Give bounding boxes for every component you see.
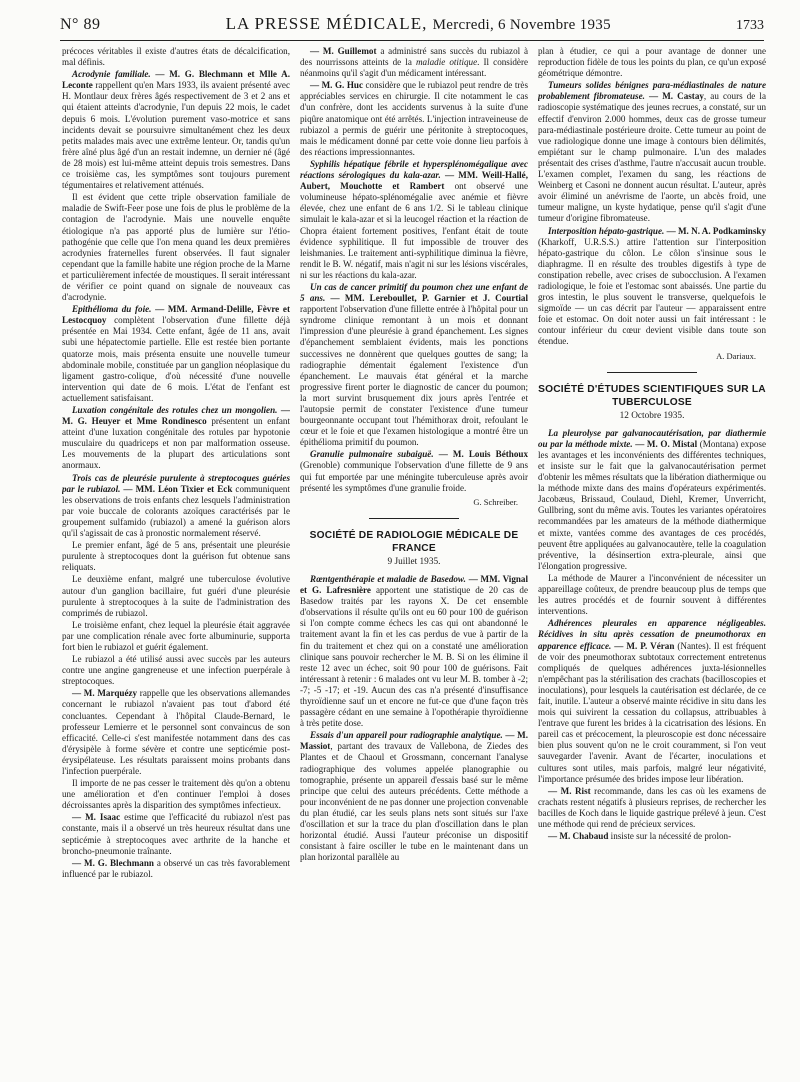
article-text: , partant des travaux de Vallebona, de Ziedes des Plantes et de Chaoul et Grossmann, concernant l'analyse radiographique des volumes appelée planographie ou tomographie, présente un appareil d'essais basé sur le même principe que celui des auteurs précédents. Cette méthode a pour inconvénient de ne pas donner une projection convenable du plan étudié, car les seuls plans nets sont situés sur l'axe d'oscillation et sur la trace du plan d'oscillation dans le plan horizontal étudié. Aussi l'auteur préconise un dispositif consistant à faire osciller le tube en le maintenant dans un plan horizontal parallèle au — [300, 741, 528, 863]
article-granulie — [300, 449, 528, 493]
article-appareil — [300, 730, 528, 863]
paragraph: Le troisième enfant, chez lequel la pleurésie était aggravée par une complication rénale avec forte albuminurie, supporta fort bien le rubiazol et guérit également. — [62, 619, 290, 652]
signature: G. Schreiber. — [473, 496, 518, 507]
comment-chabaud — [538, 831, 766, 842]
article-text: apportent une statistique de 20 cas de Basedow traités par les rayons X. De cet ensemble d'observations il résulte qu'ils ont eu 60 pour 100 de guérison si l'on compte comme échecs les cas qui ont abandonné le traitement avant la fin et les cas perdus de vue à partir de la fin du traitement et chez qui on a constaté une amélioration clinique sans pouvoir rechercher le M. B. Si on les élimine il reste 12 avec un échec, soit 90 pour 100 de guérisons. Fait intéressant à retenir : 6 malades ont vu leur M. B. tomber à -2; -7; -5 -17; et -19. Aucun des cas n'a présenté d'insuffisance thyroïdienne sauf un et encore ne fut-ce que d'une façon très passagère cédant en une semaine à l'opothérapie thyroïdienne à très petite dose. — [300, 585, 528, 729]
journal-title: LA PRESSE MÉDICALE — [225, 14, 423, 33]
article-tumeurs — [538, 80, 766, 224]
article-epithelioma — [62, 304, 290, 404]
article-text: insiste sur la nécessité de prolon- — [608, 831, 732, 842]
column-3 — [538, 46, 766, 1074]
society-title: SOCIÉTÉ D'ÉTUDES SCIENTIFIQUES SUR LA TUBERCULOSE — [538, 383, 766, 408]
article-title: Luxation congénitale des rotules chez un mongolien. — [72, 405, 278, 415]
article-title: Tumeurs solides bénignes para-médiastinales de nature probablement fibromateuse. — [538, 80, 766, 102]
article-authors: — M. N. A. Podkaminsky — [664, 225, 766, 236]
article-authors: — M. Castay — [644, 91, 704, 102]
article-title: Essais d'un appareil pour radiographie analytique. — [310, 730, 503, 741]
article-text: ont observé une volumineuse hépato-splénomégalie avec anémie et fièvre élevée, chez une enfant de 6 ans 1/2. Si le tableau clinique simulait le kala-azar et si la leucogel réaction et la réaction de Chopra étaient fortement positives, l'enfant était de toute évidence syphilitique. Il fut impossible de trouver des leishmanies. Le traitement anti-syphilitique diminua la fièvre, rendit le B. W. négatif, mais n'agit ni sur les lésions viscérales, ni sur les réactions du kala-azar. — [300, 181, 528, 280]
article-text: . Il considère néanmoins qu'il s'agit d'un médicament intéressant. — [300, 57, 528, 79]
paragraph: Il est évident que cette triple observation familiale de maladie de Swift-Feer pose une fois de plus le problème de la contagion de l'acrodynie. Mais une nouvelle enquête étiologique n'a pas apporté plus de lumière sur l'étio-pathogénie que celle que l'on mena quand les deux premières acrodynies fraternelles furent observées. Il faut signaler cependant que la famille habite une région proche de la Marne et particulièrement infectée de moustiques. Il serait intéressant de vérifier ce point quand on signale de nouveaux cas d'acrodynie. — [62, 192, 290, 303]
article-title: La pleurolyse par galvanocautérisation, par diathermie ou par la méthode mixte. — [538, 427, 766, 449]
article-title: Acrodynie familiale. — [72, 69, 151, 80]
article-authors: — M. Isaac — [72, 812, 121, 823]
article-interposition — [538, 226, 766, 348]
article-text: (Montana) expose les avantages et les inconvénients des différentes techniques, et insiste sur le fait que la galvanocautérisation permet d'obtenir les mêmes résultats que la libération diathermique ou la méthode mixte dans des mains d'opérateurs expérimentés. Jacobæus, Brissaud, Coulaud, Diehl, Kremer, Unverricht, Gullbring, sont du même avis. Toutes les variantes opératoires recommandées par les amateurs de la méthode diathermique et mixte, vantées comme des avantages de ces procédés, peuvent être appliquées au galvanocautère, telle la coagulation préventive, la désinsertion extra-pleurale, ainsi que l'élongation progressive. — [538, 438, 766, 571]
page-number: 1733 — [735, 18, 764, 33]
article-title: Interposition hépato-gastrique. — [548, 225, 665, 236]
section-divider — [607, 372, 697, 373]
article-text: communiquent les observations de trois enfants chez lesquels l'administration par voie buccale de colorants azoïques caractérisés par le groupement sulfamido (rubiazol) a amené la guérison alors qu'il s'agissait de cas à pronostic normalement réservé. — [62, 483, 290, 539]
column-1 — [62, 46, 290, 1074]
session-date: 9 Juillet 1935. — [387, 556, 441, 567]
article-text: recommande, dans les cas où les examens de crachats restent négatifs à plusieurs reprises, de rechercher les bacilles de Koch dans le liquide gastrique prélevé à jeun. C'est une méthode qui rend de précieux services. — [538, 785, 766, 829]
article-authors: — M. G. Huc — [310, 80, 363, 91]
article-authors: — MM. Vignal et G. Lafresnière — [300, 573, 528, 596]
article-authors: — M. Louis Béthoux — [433, 449, 528, 460]
paragraph: précoces véritables il existe d'autres états de décalcification, mal définis. — [62, 46, 290, 68]
article-title: Syphilis hépatique fébrile et hypersplénomégalique avec réactions sérologiques du kala-azar. — [300, 158, 528, 181]
paragraph: plan à étudier, ce qui a pour avantage de donner une reproduction fidèle de tous les points du plan, ce qu'un exposé géométrique démontre. — [538, 46, 766, 79]
article-authors: — M. Rist — [548, 785, 591, 796]
article-authors: — M. Marquézy — [72, 688, 138, 699]
article-title: Adhérences pleurales en apparence négligeables. Récidives in situ après cessation de pneumothorax en apparence efficace. — [538, 618, 766, 651]
article-text: (Nantes). Il est fréquent de voir des pneumothorax subtotaux correctement entretenus compliqués de quelques adhérences juxta-lésionnelles n'empêchant pas la stérilisation des crachats (bacilloscopies et inoculations), pour lesquels la cautérisation est déclarée, de ce fait, inutile. L'auteur a observé mainte récidive in situ dans les mois qui suivirent la cessation du collapsus, attribuables à l'entrave que furent les brides à la cicatrisation des lésions. En pareil cas et précocement, la pleuroscopie est donc nécessaire bien plus souvent qu'on ne le croit couramment, si l'on veut sauvegarder l'avenir. Avant de l'écarter, inoculations et cultures sont utiles, mais parfois, malgré leur négativité, l'importance présumée des brides impose leur libération. — [538, 640, 766, 784]
article-pleuresie — [62, 473, 290, 540]
comment-isaac — [62, 812, 290, 856]
paragraph: Le deuxième enfant, malgré une tuberculose évolutive autour d'un ganglion bacillaire, fut guéri d'une pleurésie purulente à streptocoques à la suite de l'administration des comprimés de rubiazol. — [62, 574, 290, 618]
article-text: rapportent l'observation d'une fillette entrée à l'hôpital pour un syndrome clinique remontant à un mois et donnant l'impression d'une pleurésie à grand épanchement. Les signes d'épanchement semblaient évidents, mais les ponctions successives ne donnèrent que quelques gouttes de sang; la radiographie démentait également l'existence d'un épanchement. Le mauvais état général et la marche progressive firent porter le diagnostic de cancer du poumon; la mort survint brusquement dix jours après l'entrée et l'autopsie permit de constater l'existence d'une tumeur bourgeonnante occupant tout l'hémithorax droit, refoulant le cœur et le foie et que l'examen histologique a montré être un épithélioma primitif du poumon. — [300, 304, 528, 448]
article-authors: — M. Guillemot — [310, 46, 377, 56]
paragraph: La méthode de Maurer a l'inconvénient de nécessiter un appareillage coûteux, de prendre beaucoup plus de temps que les autres procédés et de fournir souvent à différentes interventions. — [538, 572, 766, 617]
page-header — [60, 14, 764, 41]
comment-blechmann — [62, 858, 290, 880]
paragraph: Le rubiazol a été utilisé aussi avec succès par les auteurs contre une angine gangreneuse et une infection puerpérale à streptocoques. — [62, 654, 290, 687]
session-date: 12 Octobre 1935. — [619, 410, 685, 421]
article-luxation — [62, 405, 290, 472]
article-authors: — M. G. Blechmann — [72, 857, 154, 868]
article-authors: — M. O. Mistal — [632, 438, 698, 449]
paragraph: Il importe de ne pas cesser le traitement dès qu'on a obtenu une amélioration et d'en continuer l'emploi à doses décroissantes après la disparition des symptômes infectieux. — [62, 778, 290, 811]
paragraph: Le premier enfant, âgé de 5 ans, présentait une pleurésie purulente à streptocoques dont la guérison fut obtenue sans reliquats. — [62, 540, 290, 573]
article-text: présentent un enfant atteint d'une luxation congénitale des rotules par hypotonie musculaire du quadriceps et non par malformation osseuse. Les mouvements de la plupart des articulations sont anormaux. — [62, 416, 290, 471]
article-text: (Grenoble) communique l'observation d'une fillette de 9 ans qui fut emportée par une méningite tuberculeuse après avoir présenté les symptômes d'une granulie froide. — [300, 460, 528, 493]
issue-number: N° 89 — [60, 16, 101, 33]
article-adherences — [538, 618, 766, 784]
column-2 — [300, 46, 528, 1074]
article-title: Granulie pulmonaire subaiguë. — [310, 449, 434, 460]
article-text-italic: maladie otitique — [415, 57, 478, 68]
article-authors: — M. Massiot — [300, 730, 528, 752]
issue-date: Mercredi, 6 Novembre 1935 — [432, 17, 611, 33]
article-authors: — MM. Lereboullet, P. Garnier et J. Courtial — [325, 293, 528, 304]
article-cancer — [300, 282, 528, 448]
article-text: rappellent qu'en Mars 1933, ils avaient présenté avec H. Montlaur deux frères âgés respectivement de 3 et 2 ans et qui étaient atteints d'acrodynie, l'un depuis 22 mois, le cadet depuis 6 mois. L'évolution purement vaso-motrice et sans incidents devait se poursuivre simultanément chez les deux petits malades mais avec une extrême lenteur. Or, tandis qu'un frère aîné plus âgé d'un an restait indemne, un dernier né (âgé de 28 mois) est lui-même atteint depuis trois semestres. Dans ce troisième cas, les symptômes sont toujours purement tégumentaires et relativement atténués. — [62, 80, 290, 191]
comment-marquezy — [62, 688, 290, 777]
article-pleurolyse — [538, 428, 766, 572]
article-authors: — MM. Weill-Hallé, Aubert, Mouchotte et Rambert — [300, 170, 528, 192]
comment-guillemot — [300, 46, 528, 79]
article-authors: — M. G. Blechmann et Mlle A. Leconte — [62, 69, 290, 91]
article-text: (Kharkoff, U.R.S.S.) attire l'attention sur l'interposition hépato-gastrique du côlon. Le côlon s'insinue sous le diaphragme. Il en résulte des troubles digestifs à type de constipation rebelle, avec crises de subocclusion. A l'examen radiologique, le foie et l'estomac sont abaissés. Une partie du gros intestin, le plus souvent le transverse, quelquefois le sigmoïde — un cas décrit par l'auteur — apparaissent entre foie et estomac. On doit noter aussi un fait intéressant : le contour inférieur du cœur devient visible dans toute son étendue. — [538, 236, 766, 347]
article-authors: — MM. Armand-Delille, Fèvre et Lestocquoy — [62, 304, 290, 326]
article-authors: — M. Chabaud — [548, 831, 609, 842]
article-title: Rœntgenthérapie et maladie de Basedow. — [310, 573, 466, 584]
article-text: complètent l'observation d'une fillette déjà présentée en Mai 1934. Cette enfant, âgée de 11 ans, avait subi une hépatectomie partielle. Elle est restée bien portante quatorze mois, mais présenta ensuite une nouvelle tumeur abdominale mobile, constituée par un ganglion néoplasique du ligament gastro-colique, d'où nécessité d'une nouvelle intervention qui date de 6 mois. L'état de l'enfant est actuellement satisfaisant. — [62, 315, 290, 403]
comment-rist — [538, 786, 766, 830]
article-acrodynie — [62, 69, 290, 191]
article-syphilis — [300, 159, 528, 281]
article-text: estime que l'efficacité du rubiazol n'est pas constante, mais il a observé un très heureux résultat dans une septicémie à streptocoques avec arthrite de la hanche et broncho-pneumonie traînante. — [62, 812, 290, 856]
article-authors: — M. G. Heuyer et Mme Rondinesco — [62, 405, 290, 427]
article-text: a administré sans succès du rubiazol à des nourrissons atteints de la — [300, 46, 528, 68]
article-title: Trois cas de pleurésie purulente à streptocoques guéries par le rubiazol. — [62, 472, 290, 494]
article-title: Epithélioma du foie. — [72, 304, 152, 315]
masthead: LA PRESSE MÉDICALE, Mercredi, 6 Novembre 1935 — [225, 14, 611, 33]
article-title: Un cas de cancer primitif du poumon chez une enfant de 5 ans. — [300, 281, 528, 304]
section-divider — [369, 518, 459, 519]
article-text: rappelle que les observations allemandes concernant le rubiazol n'avaient pas tout d'abord été concluantes. Cependant à l'hôpital Claude-Bernard, le professeur Lemierre et le personnel sont convaincus de son efficacité. Celle-ci s'est manifestée notamment dans des cas d'érysipèle à forme sévère et contre une septicémie post-érysipélateuse. Les résultats paraissent moins probants dans l'infection puerpérale. — [62, 688, 290, 776]
signature: A. Dariaux. — [716, 350, 756, 361]
article-authors: — MM. Léon Tixier et Eck — [120, 483, 233, 494]
article-basedow — [300, 574, 528, 729]
article-text: , au cours de la radioscopie systématique des jeunes recrues, a constaté, sur un effectif d'environ 2.000 hommes, deux cas de grosse tumeur para-médiastinale postérieure droite. Cette tumeur au point de vue radiologique donne une image à contours bien délimités, empiétant sur le champ pulmonaire. L'un des malades présentait des crises d'asthme, l'autre n'accusait aucun trouble. L'examen complet, l'examen du sang, les réactions de Weinberg et Casoni ne donnent aucun résultat. L'auteur, après avoir éliminé un anévrisme de l'aorte, un abcès froid, une tumeur maligne, un kyste hydatique, pense qu'il s'agit d'une tumeur d'origine fibromateuse. — [538, 91, 766, 224]
comment-huc — [300, 80, 528, 158]
article-text: considère que le rubiazol peut rendre de très appréciables services en chirurgie. Il cite notamment le cas d'un confrère, dont les accidents survenus à la suite d'une piqûre anatomique ont été arrêtés. L'injection intraveineuse de rubiazol a permis de guérir une péritonite à streptocoques, mais le médicament donné par cette voie donne lieu parfois à des réactions impressionnantes. — [300, 80, 528, 157]
article-authors: — M. P. Véran — [611, 640, 675, 651]
society-title: SOCIÉTÉ DE RADIOLOGIE MÉDICALE DE FRANCE — [309, 529, 519, 554]
article-text: a observé un cas très favorablement influencé par le rubiazol. — [62, 857, 290, 879]
